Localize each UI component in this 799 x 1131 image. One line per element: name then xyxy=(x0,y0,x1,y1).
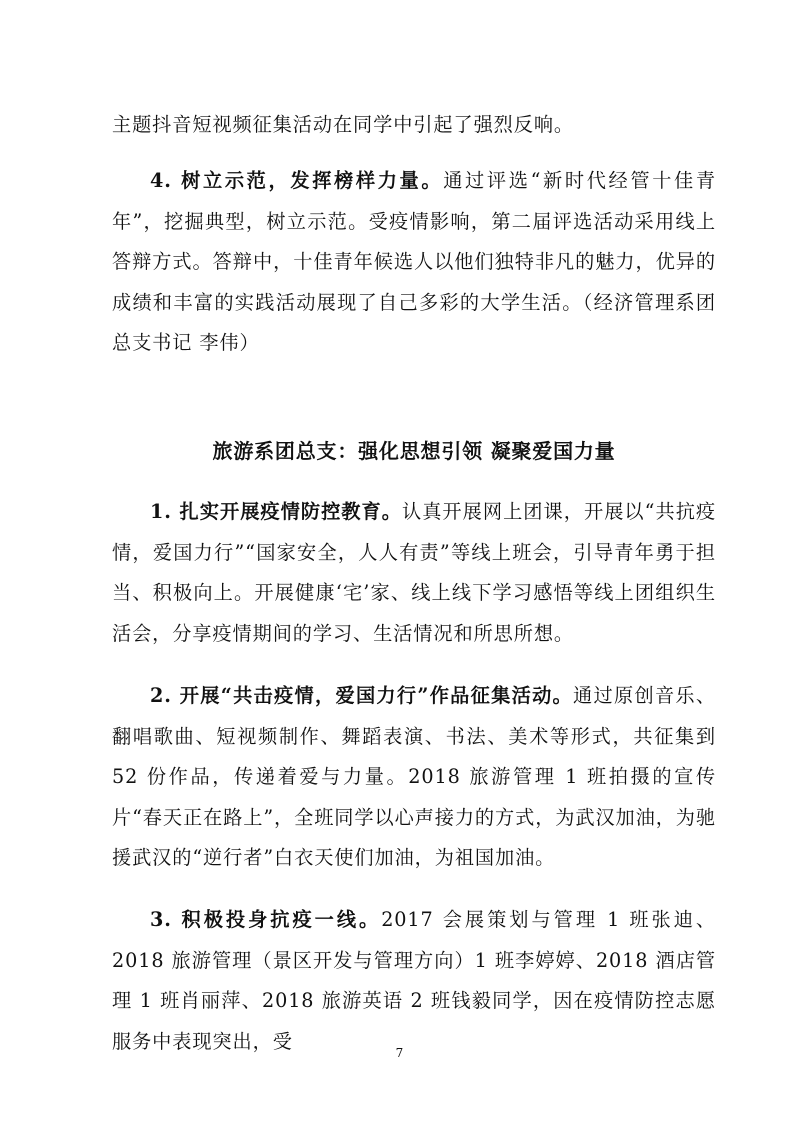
section-item-1-body: 认真开展网上团课，开展以“共抗疫情，爱国力行”“国家安全，人人有责”等线上班会，引导青年勇于担当、积极向上。开展健康‘宅’家、线上线下学习感悟等线上团组织生活会，分享疫情期间的学习、生活情况和所思所想。 xyxy=(112,500,717,645)
paragraph-continued xyxy=(112,105,716,146)
section-item-2 xyxy=(112,676,716,879)
section-item-1-lead: 1. 扎实开展疫情防控教育。 xyxy=(150,500,402,523)
paragraph-4-role-models xyxy=(112,161,716,364)
paragraph-continued-text: 主题抖音短视频征集活动在同学中引起了强烈反响。 xyxy=(112,113,575,136)
page-number: 7 xyxy=(395,1046,404,1060)
section-item-3-lead: 3. 积极投身抗疫一线。 xyxy=(150,908,382,931)
paragraph-4-body: 通过评选“新时代经管十佳青年”，挖掘典型，树立示范。受疫情影响，第二届评选活动采用线上答辩方式。答辩中，十佳青年候选人以他们独特非凡的魅力，优异的成绩和丰富的实践活动展现了自己多彩的大学生活。（经济管理系团总支书记 李伟） xyxy=(112,169,716,355)
paragraph-4-lead: 4. 树立示范，发挥榜样力量。 xyxy=(150,169,444,192)
section-item-3-body: 2017 会展策划与管理 1 班张迪、2018 旅游管理（景区开发与管理方向）1 班李婷婷、2018 酒店管理 1 班肖丽萍、2018 旅游英语 2 班钱毅同学，因在疫情防控志愿服务中表现突出，受 xyxy=(112,908,716,1053)
section-item-2-body: 通过原创音乐、翻唱歌曲、短视频制作、舞蹈表演、书法、美术等形式，共征集到 52 份作品，传递着爱与力量。2018 旅游管理 1 班拍摄的宣传片“春天正在路上”，全班同学以心声接力的方式，为武汉加油，为驰援武汉的“逆行者”白衣天使们加油，为祖国加油。 xyxy=(112,684,716,870)
section-heading: 旅游系团总支：强化思想引领 凝聚爱国力量 xyxy=(212,439,616,463)
section-item-3 xyxy=(112,900,716,1062)
section-item-2-lead: 2. 开展“共击疫情，爱国力行”作品征集活动。 xyxy=(150,684,574,707)
section-item-1 xyxy=(112,492,716,654)
